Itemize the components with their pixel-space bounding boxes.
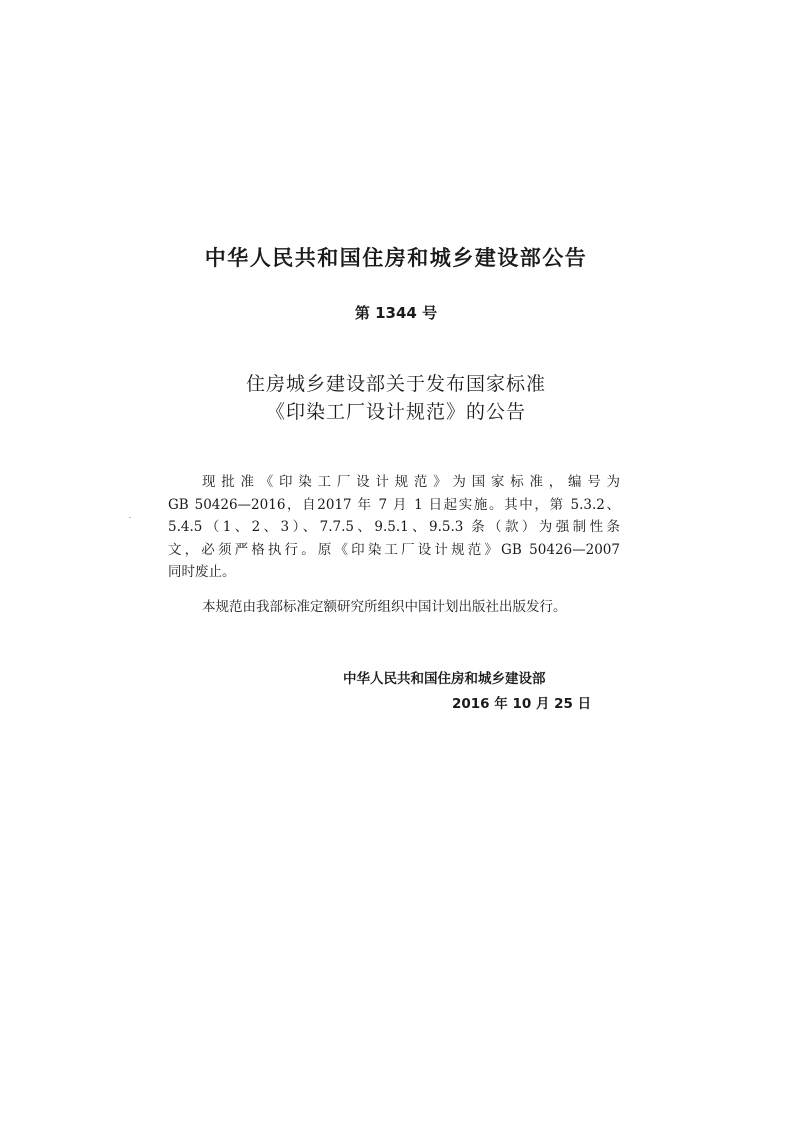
paragraph-1-line-4: 文，必须严格执行。原《印染工厂设计规范》GB 50426—2007 <box>168 541 620 558</box>
announcement-title: 中华人民共和国住房和城乡建设部公告 <box>204 246 588 270</box>
paragraph-2: 本规范由我部标准定额研究所组织中国计划出版社出版发行。 <box>202 599 567 615</box>
announcement-number: 第 1344 号 <box>354 304 438 322</box>
paragraph-1-line-2: GB 50426—2016，自2017 年 7 月 1 日起实施。其中，第 5.3.2、 <box>168 496 620 513</box>
issuer-signature: 中华人民共和国住房和城乡建设部 <box>343 671 546 687</box>
issue-date: 2016 年 10 月 25 日 <box>452 696 592 712</box>
subtitle-line-2: 《印染工厂设计规范》的公告 <box>265 401 526 423</box>
announcement-subtitle <box>0 370 792 426</box>
paragraph-1-line-5: 同时废止。 <box>168 564 236 581</box>
subtitle-line-1: 住房城乡建设部关于发布国家标准 <box>245 373 546 395</box>
paragraph-1 <box>168 471 620 584</box>
scan-speck <box>129 517 131 518</box>
paragraph-1-line-1: 现批准《印染工厂设计规范》为国家标准，编号为 <box>202 474 620 490</box>
paragraph-1-line-3: 5.4.5（1、2、3）、7.7.5、9.5.1、9.5.3 条（款）为强制性条 <box>168 519 620 536</box>
